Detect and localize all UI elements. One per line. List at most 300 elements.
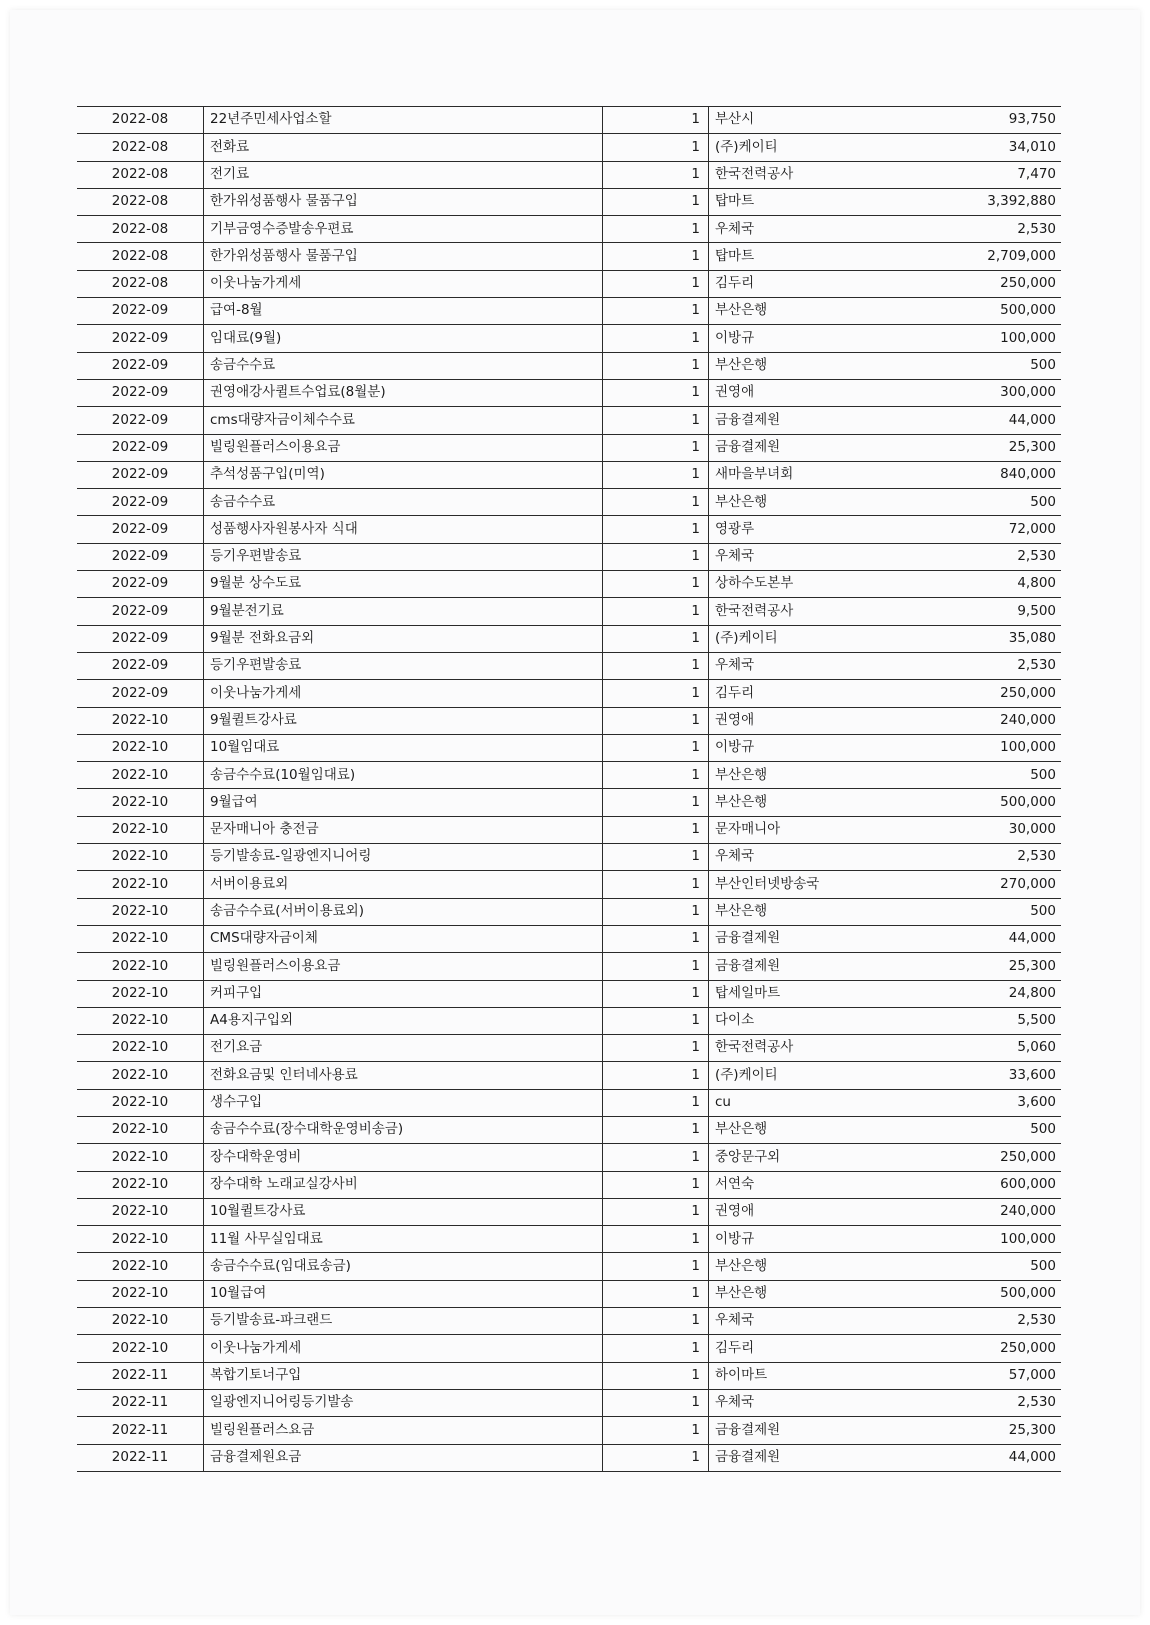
row-description: 빌링원플러스이용요금 [204,953,603,980]
row-vendor: 중앙문구외 [709,1144,876,1171]
row-vendor: 서연숙 [709,1171,876,1198]
table-row [77,734,1061,761]
row-date: 2022-08 [77,270,204,297]
row-date: 2022-09 [77,516,204,543]
row-description: 추석성품구입(미역) [204,461,603,488]
row-quantity: 1 [603,107,709,134]
row-quantity: 1 [603,871,709,898]
row-description: 한가위성품행사 물품구입 [204,188,603,215]
row-date: 2022-10 [77,707,204,734]
row-amount: 7,470 [875,161,1061,188]
row-quantity: 1 [603,1335,709,1362]
row-description: 금융결제원요금 [204,1444,603,1471]
row-description: 기부금영수증발송우편료 [204,216,603,243]
row-date: 2022-08 [77,216,204,243]
row-date: 2022-08 [77,134,204,161]
row-quantity: 1 [603,953,709,980]
row-quantity: 1 [603,1116,709,1143]
row-date: 2022-10 [77,789,204,816]
row-amount: 44,000 [875,1444,1061,1471]
table-row [77,1007,1061,1034]
row-vendor: (주)케이티 [709,1062,876,1089]
row-amount: 93,750 [875,107,1061,134]
row-vendor: 부산시 [709,107,876,134]
row-vendor: 문자매니아 [709,816,876,843]
row-description: 복합기토너구입 [204,1362,603,1389]
row-amount: 500 [875,898,1061,925]
row-description: 10월급여 [204,1280,603,1307]
table-row [77,1444,1061,1471]
row-description: 급여-8월 [204,298,603,325]
row-date: 2022-10 [77,816,204,843]
row-date: 2022-09 [77,352,204,379]
row-amount: 500 [875,352,1061,379]
row-description: 한가위성품행사 물품구입 [204,243,603,270]
table-row [77,789,1061,816]
row-date: 2022-09 [77,652,204,679]
row-amount: 24,800 [875,980,1061,1007]
table-row [77,925,1061,952]
row-quantity: 1 [603,898,709,925]
row-description: A4용지구입외 [204,1007,603,1034]
row-date: 2022-10 [77,1116,204,1143]
row-vendor: 우체국 [709,216,876,243]
row-vendor: 탑세일마트 [709,980,876,1007]
row-amount: 30,000 [875,816,1061,843]
row-description: 9월급여 [204,789,603,816]
row-date: 2022-10 [77,871,204,898]
row-quantity: 1 [603,762,709,789]
row-amount: 34,010 [875,134,1061,161]
row-date: 2022-10 [77,1089,204,1116]
row-date: 2022-09 [77,407,204,434]
row-vendor: 금융결제원 [709,1417,876,1444]
table-row [77,598,1061,625]
table-row [77,1089,1061,1116]
row-amount: 240,000 [875,1198,1061,1225]
row-description: 전기료 [204,161,603,188]
row-amount: 2,530 [875,1308,1061,1335]
row-description: 송금수수료(장수대학운영비송금) [204,1116,603,1143]
row-amount: 240,000 [875,707,1061,734]
row-vendor: cu [709,1089,876,1116]
row-quantity: 1 [603,298,709,325]
row-vendor: 한국전력공사 [709,1035,876,1062]
table-row [77,871,1061,898]
row-amount: 300,000 [875,379,1061,406]
row-description: 권영애강사퀼트수업료(8월분) [204,379,603,406]
table-row [77,762,1061,789]
row-date: 2022-08 [77,243,204,270]
row-quantity: 1 [603,1198,709,1225]
row-description: 서버이용료외 [204,871,603,898]
table-row [77,1335,1061,1362]
row-vendor: 부산은행 [709,352,876,379]
row-date: 2022-09 [77,625,204,652]
row-date: 2022-11 [77,1362,204,1389]
row-description: 생수구입 [204,1089,603,1116]
row-amount: 25,300 [875,1417,1061,1444]
row-amount: 840,000 [875,461,1061,488]
table-row [77,571,1061,598]
table-row [77,216,1061,243]
row-amount: 500,000 [875,789,1061,816]
row-quantity: 1 [603,1062,709,1089]
row-quantity: 1 [603,1144,709,1171]
row-description: 빌링원플러스요금 [204,1417,603,1444]
row-date: 2022-09 [77,434,204,461]
table-row [77,1035,1061,1062]
row-quantity: 1 [603,980,709,1007]
row-date: 2022-08 [77,107,204,134]
row-date: 2022-09 [77,598,204,625]
row-quantity: 1 [603,816,709,843]
row-date: 2022-08 [77,161,204,188]
row-amount: 25,300 [875,953,1061,980]
row-quantity: 1 [603,379,709,406]
row-vendor: 우체국 [709,1389,876,1416]
row-amount: 72,000 [875,516,1061,543]
row-date: 2022-10 [77,898,204,925]
table-row [77,844,1061,871]
row-vendor: 권영애 [709,1198,876,1225]
table-row [77,1389,1061,1416]
row-date: 2022-10 [77,844,204,871]
row-vendor: 김두리 [709,270,876,297]
row-amount: 5,060 [875,1035,1061,1062]
row-amount: 5,500 [875,1007,1061,1034]
row-date: 2022-10 [77,1280,204,1307]
row-date: 2022-10 [77,1308,204,1335]
row-description: 9월분전기료 [204,598,603,625]
row-amount: 2,530 [875,844,1061,871]
row-quantity: 1 [603,925,709,952]
row-quantity: 1 [603,134,709,161]
table-row [77,461,1061,488]
row-vendor: 금융결제원 [709,407,876,434]
row-description: 등기우편발송료 [204,543,603,570]
row-quantity: 1 [603,516,709,543]
row-amount: 500 [875,489,1061,516]
row-vendor: 금융결제원 [709,1444,876,1471]
row-date: 2022-11 [77,1389,204,1416]
table-row [77,543,1061,570]
row-quantity: 1 [603,1417,709,1444]
row-date: 2022-09 [77,325,204,352]
row-description: 빌링원플러스이용요금 [204,434,603,461]
row-description: 이웃나눔가게세 [204,270,603,297]
table-row [77,1144,1061,1171]
row-description: 장수대학운영비 [204,1144,603,1171]
row-description: 10월퀼트강사료 [204,1198,603,1225]
row-quantity: 1 [603,1253,709,1280]
row-amount: 4,800 [875,571,1061,598]
row-description: 일광엔지니어링등기발송 [204,1389,603,1416]
row-amount: 44,000 [875,407,1061,434]
row-description: 송금수수료(서버이용료외) [204,898,603,925]
row-amount: 270,000 [875,871,1061,898]
row-amount: 500 [875,1116,1061,1143]
row-vendor: 김두리 [709,680,876,707]
table-row [77,1116,1061,1143]
row-description: 이웃나눔가게세 [204,1335,603,1362]
row-amount: 500,000 [875,1280,1061,1307]
table-row [77,516,1061,543]
row-description: 등기발송료-일광엔지니어링 [204,844,603,871]
row-description: cms대량자금이체수수료 [204,407,603,434]
row-date: 2022-10 [77,1253,204,1280]
row-date: 2022-10 [77,1007,204,1034]
row-quantity: 1 [603,598,709,625]
table-row [77,352,1061,379]
table-row [77,1308,1061,1335]
row-description: 전기요금 [204,1035,603,1062]
row-date: 2022-10 [77,1226,204,1253]
row-description: 22년주민세사업소할 [204,107,603,134]
row-quantity: 1 [603,243,709,270]
row-description: 송금수수료 [204,352,603,379]
table-row [77,298,1061,325]
row-amount: 500 [875,762,1061,789]
table-row [77,1417,1061,1444]
row-amount: 35,080 [875,625,1061,652]
row-quantity: 1 [603,543,709,570]
row-vendor: 우체국 [709,543,876,570]
row-description: 등기우편발송료 [204,652,603,679]
row-vendor: 영광루 [709,516,876,543]
table-row [77,1253,1061,1280]
row-description: 이웃나눔가게세 [204,680,603,707]
row-vendor: 한국전력공사 [709,598,876,625]
row-description: CMS대량자금이체 [204,925,603,952]
row-vendor: 부산인터넷방송국 [709,871,876,898]
row-description: 송금수수료 [204,489,603,516]
row-amount: 100,000 [875,325,1061,352]
row-date: 2022-09 [77,379,204,406]
row-vendor: 금융결제원 [709,925,876,952]
row-vendor: (주)케이티 [709,625,876,652]
row-date: 2022-10 [77,925,204,952]
row-vendor: 이방규 [709,734,876,761]
row-quantity: 1 [603,461,709,488]
row-date: 2022-09 [77,489,204,516]
row-amount: 250,000 [875,680,1061,707]
row-date: 2022-10 [77,1335,204,1362]
row-amount: 250,000 [875,1335,1061,1362]
row-amount: 2,530 [875,1389,1061,1416]
row-description: 9월분 전화요금외 [204,625,603,652]
row-amount: 250,000 [875,1144,1061,1171]
row-date: 2022-10 [77,1035,204,1062]
table-row [77,1362,1061,1389]
table-row [77,707,1061,734]
row-quantity: 1 [603,707,709,734]
row-description: 9월퀼트강사료 [204,707,603,734]
row-vendor: 우체국 [709,652,876,679]
row-amount: 57,000 [875,1362,1061,1389]
row-amount: 250,000 [875,270,1061,297]
row-description: 11월 사무실임대료 [204,1226,603,1253]
row-amount: 25,300 [875,434,1061,461]
table-row [77,107,1061,134]
table-row [77,1280,1061,1307]
row-quantity: 1 [603,571,709,598]
row-date: 2022-10 [77,953,204,980]
row-vendor: 부산은행 [709,489,876,516]
table-row [77,652,1061,679]
row-vendor: 하이마트 [709,1362,876,1389]
row-vendor: 부산은행 [709,298,876,325]
row-amount: 3,600 [875,1089,1061,1116]
row-quantity: 1 [603,407,709,434]
row-vendor: 상하수도본부 [709,571,876,598]
row-date: 2022-09 [77,298,204,325]
row-quantity: 1 [603,1362,709,1389]
row-description: 송금수수료(10월임대료) [204,762,603,789]
table-row [77,1171,1061,1198]
row-quantity: 1 [603,1308,709,1335]
row-date: 2022-09 [77,461,204,488]
row-description: 9월분 상수도료 [204,571,603,598]
row-quantity: 1 [603,625,709,652]
row-amount: 500 [875,1253,1061,1280]
row-description: 전화요금및 인터네사용료 [204,1062,603,1089]
table-row [77,161,1061,188]
row-date: 2022-11 [77,1444,204,1471]
row-vendor: 우체국 [709,1308,876,1335]
row-description: 성품행사자원봉사자 식대 [204,516,603,543]
ledger-body [77,107,1061,1472]
row-quantity: 1 [603,1389,709,1416]
row-quantity: 1 [603,844,709,871]
table-row [77,1062,1061,1089]
row-quantity: 1 [603,1089,709,1116]
row-amount: 3,392,880 [875,188,1061,215]
row-quantity: 1 [603,734,709,761]
row-date: 2022-09 [77,543,204,570]
row-amount: 33,600 [875,1062,1061,1089]
table-row [77,1198,1061,1225]
table-row [77,953,1061,980]
row-vendor: 우체국 [709,844,876,871]
row-vendor: 부산은행 [709,1116,876,1143]
row-vendor: 이방규 [709,1226,876,1253]
row-vendor: 부산은행 [709,762,876,789]
row-date: 2022-10 [77,762,204,789]
row-quantity: 1 [603,352,709,379]
table-row [77,270,1061,297]
row-date: 2022-08 [77,188,204,215]
row-quantity: 1 [603,1280,709,1307]
row-vendor: 이방규 [709,325,876,352]
row-quantity: 1 [603,1226,709,1253]
row-amount: 600,000 [875,1171,1061,1198]
row-date: 2022-09 [77,571,204,598]
expense-ledger-table [77,106,1061,1472]
row-vendor: 권영애 [709,707,876,734]
row-amount: 100,000 [875,1226,1061,1253]
row-quantity: 1 [603,216,709,243]
row-vendor: 새마을부녀회 [709,461,876,488]
row-vendor: (주)케이티 [709,134,876,161]
table-row [77,407,1061,434]
row-quantity: 1 [603,1171,709,1198]
row-vendor: 권영애 [709,379,876,406]
row-quantity: 1 [603,161,709,188]
row-vendor: 금융결제원 [709,434,876,461]
table-row [77,188,1061,215]
row-date: 2022-10 [77,1062,204,1089]
row-amount: 500,000 [875,298,1061,325]
row-description: 전화료 [204,134,603,161]
row-amount: 2,530 [875,216,1061,243]
row-quantity: 1 [603,1444,709,1471]
table-row [77,625,1061,652]
row-amount: 100,000 [875,734,1061,761]
table-row [77,680,1061,707]
row-quantity: 1 [603,270,709,297]
row-description: 송금수수료(임대료송금) [204,1253,603,1280]
row-vendor: 부산은행 [709,789,876,816]
row-description: 문자매니아 충전금 [204,816,603,843]
table-row [77,379,1061,406]
row-quantity: 1 [603,680,709,707]
table-row [77,134,1061,161]
row-amount: 2,530 [875,543,1061,570]
row-vendor: 한국전력공사 [709,161,876,188]
table-row [77,816,1061,843]
row-vendor: 탑마트 [709,243,876,270]
row-vendor: 부산은행 [709,898,876,925]
row-description: 임대료(9월) [204,325,603,352]
row-date: 2022-10 [77,1144,204,1171]
row-quantity: 1 [603,489,709,516]
row-amount: 2,709,000 [875,243,1061,270]
row-vendor: 부산은행 [709,1253,876,1280]
row-vendor: 금융결제원 [709,953,876,980]
table-row [77,434,1061,461]
row-date: 2022-10 [77,734,204,761]
table-row [77,489,1061,516]
row-description: 커피구입 [204,980,603,1007]
row-description: 장수대학 노래교실강사비 [204,1171,603,1198]
row-quantity: 1 [603,325,709,352]
row-date: 2022-10 [77,980,204,1007]
row-quantity: 1 [603,1035,709,1062]
row-amount: 2,530 [875,652,1061,679]
row-quantity: 1 [603,652,709,679]
table-row [77,980,1061,1007]
table-row [77,325,1061,352]
row-vendor: 다이소 [709,1007,876,1034]
row-quantity: 1 [603,434,709,461]
row-date: 2022-10 [77,1171,204,1198]
row-quantity: 1 [603,789,709,816]
row-date: 2022-11 [77,1417,204,1444]
row-description: 등기발송료-파크랜드 [204,1308,603,1335]
row-quantity: 1 [603,188,709,215]
row-date: 2022-10 [77,1198,204,1225]
row-vendor: 부산은행 [709,1280,876,1307]
table-row [77,243,1061,270]
row-amount: 9,500 [875,598,1061,625]
row-vendor: 탑마트 [709,188,876,215]
table-row [77,898,1061,925]
row-date: 2022-09 [77,680,204,707]
row-quantity: 1 [603,1007,709,1034]
row-description: 10월임대료 [204,734,603,761]
row-vendor: 김두리 [709,1335,876,1362]
